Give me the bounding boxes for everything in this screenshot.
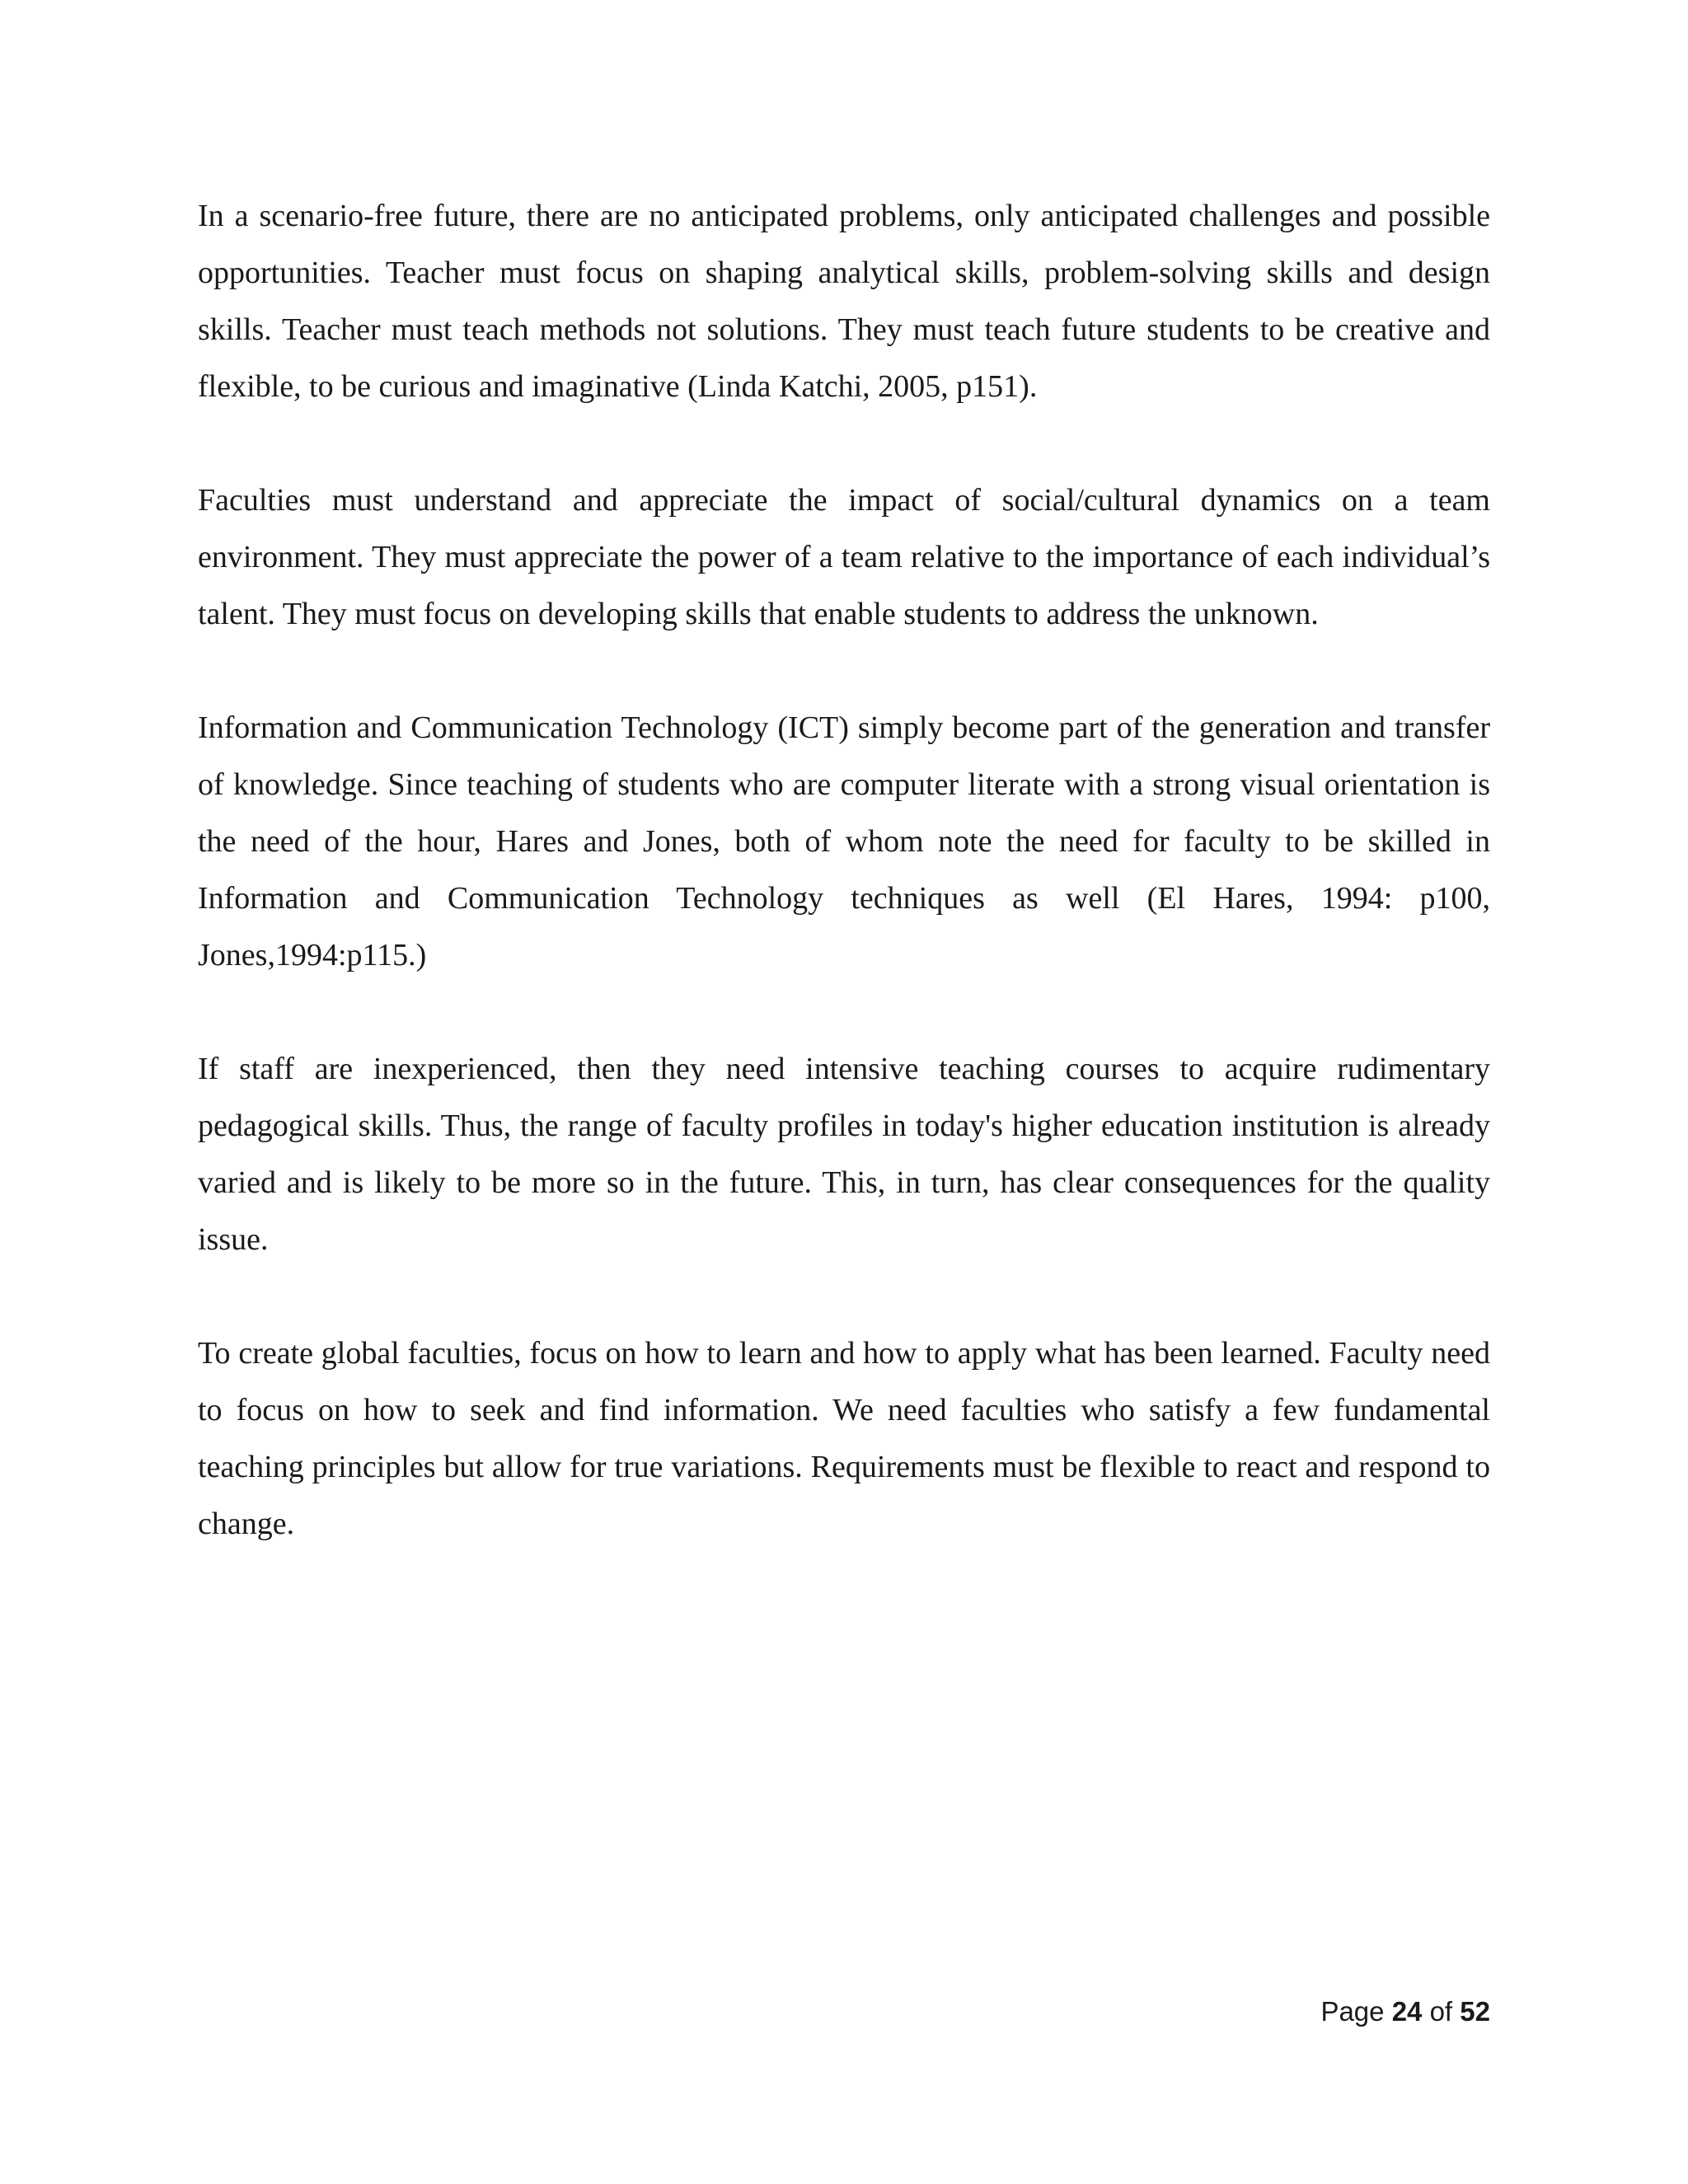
paragraph-4: If staff are inexperienced, then they need intensive teaching courses to acquire rudimentary pedagogical skills. Thus, the range of faculty profiles in today's higher education institution is already varied and is likely to be more so in the future. This, in turn, has clear consequences for the quality issue. [198, 1052, 1490, 1257]
page-number-footer [1320, 1996, 1490, 2027]
paragraph-1: In a scenario-free future, there are no anticipated problems, only anticipated challenges and possible opportunities. Teacher must focus on shaping analytical skills, problem-solving skills and design skills. Teacher must teach methods not solutions. They must teach future students to be creative and flexible, to be curious and imaginative (Linda Katchi, 2005, p151). [198, 199, 1490, 404]
current-page-number: 24 [1391, 1996, 1423, 2027]
paragraph-5: To create global faculties, focus on how to learn and how to apply what has been learned. Faculty need to focus on how to seek and find information. We need faculties who satisfy a few fundamental teaching principles but allow for true variations. Requirements must be flexible to react and respond to change. [198, 1336, 1490, 1541]
total-pages-number: 52 [1460, 1996, 1490, 2027]
page-word: Page [1320, 1996, 1385, 2027]
paragraph-2: Faculties must understand and appreciate the impact of social/cultural dynamics on a team environment. They must appreciate the power of a team relative to the importance of each individual’s talent. They must focus on developing skills that enable students to address the unknown. [198, 483, 1490, 631]
paragraph-3: Information and Communication Technology (ICT) simply become part of the generation and transfer of knowledge. Since teaching of students who are computer literate with a strong visual orientation is the need of the hour, Hares and Jones, both of whom note the need for faculty to be skilled in Information and Communication Technology techniques as well (El Hares, 1994: p100, Jones,1994:p115.) [198, 710, 1490, 972]
body-text [198, 188, 1490, 1610]
of-word: of [1429, 1996, 1453, 2027]
